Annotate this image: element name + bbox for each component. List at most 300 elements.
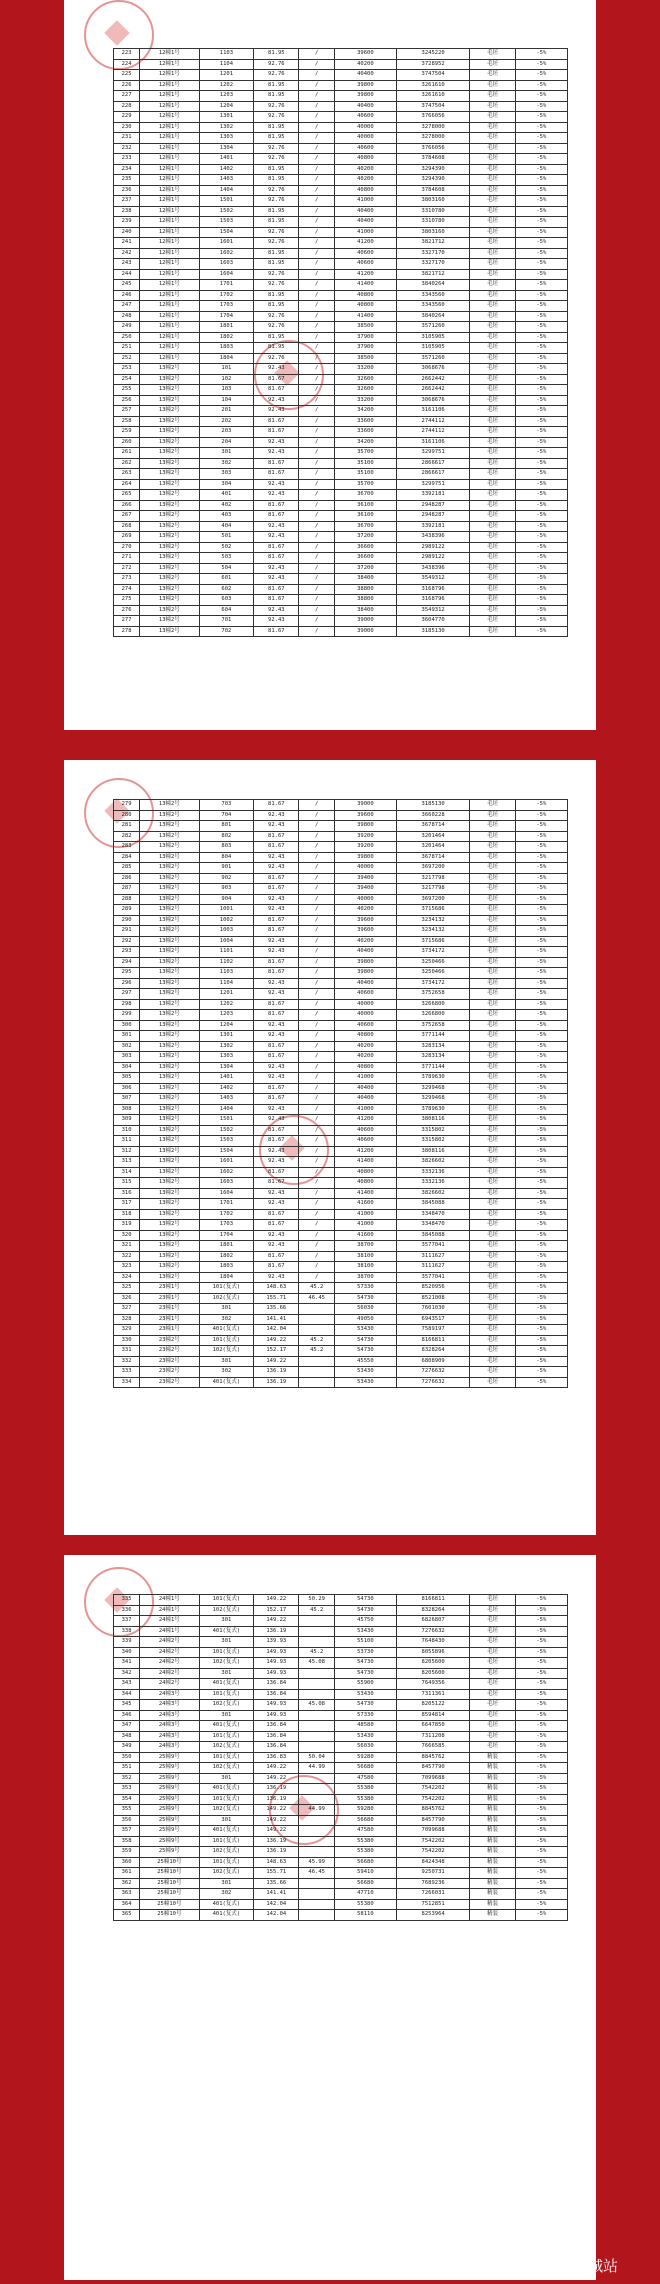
table-cell: 13幢2号 xyxy=(140,1010,199,1021)
table-cell: 299 xyxy=(114,1010,140,1021)
table-cell: 81.95 xyxy=(254,175,299,186)
table-cell: 精装 xyxy=(470,1784,515,1795)
table-cell: -5% xyxy=(515,217,567,228)
table-cell: 801 xyxy=(199,821,254,832)
table-cell: 3392181 xyxy=(396,521,470,532)
table-row xyxy=(114,385,568,396)
table-row xyxy=(114,332,568,343)
table-cell: -5% xyxy=(515,437,567,448)
table-cell: 1804 xyxy=(199,353,254,364)
table-cell: -5% xyxy=(515,500,567,511)
table-cell: -5% xyxy=(515,385,567,396)
table-cell: 8457790 xyxy=(396,1815,470,1826)
table-row xyxy=(114,1637,568,1648)
table-cell: 毛坯 xyxy=(470,1262,515,1273)
table-row xyxy=(114,1784,568,1795)
table-cell: 40000 xyxy=(335,133,397,144)
table-cell: 41200 xyxy=(335,1146,397,1157)
table-cell: 毛坯 xyxy=(470,112,515,123)
table-cell: 毛坯 xyxy=(470,1700,515,1711)
table-cell: 40200 xyxy=(335,175,397,186)
table-cell xyxy=(299,1742,335,1753)
table-cell: 81.67 xyxy=(254,1209,299,1220)
table-cell: 毛坯 xyxy=(470,196,515,207)
table-cell: 3840264 xyxy=(396,280,470,291)
table-cell: 毛坯 xyxy=(470,80,515,91)
table-cell: 1202 xyxy=(199,80,254,91)
table-cell: 402 xyxy=(199,500,254,511)
table-cell: 3789630 xyxy=(396,1073,470,1084)
table-cell: 102(复式) xyxy=(199,1293,254,1304)
table-cell: 92.76 xyxy=(254,238,299,249)
table-cell: -5% xyxy=(515,1325,567,1336)
table-cell: 303 xyxy=(114,1052,140,1063)
table-row xyxy=(114,1878,568,1889)
table-cell: 142.04 xyxy=(254,1899,299,1910)
table-cell: 24幢1号 xyxy=(140,1616,199,1627)
table-cell: 1804 xyxy=(199,1272,254,1283)
table-row xyxy=(114,1742,568,1753)
table-cell: 毛坯 xyxy=(470,1377,515,1388)
table-cell: / xyxy=(299,511,335,522)
table-cell: -5% xyxy=(515,842,567,853)
table-cell: 12幢1号 xyxy=(140,301,199,312)
table-cell: 81.67 xyxy=(254,1010,299,1021)
table-cell: 92.76 xyxy=(254,269,299,280)
table-cell: 149.93 xyxy=(254,1658,299,1669)
table-cell: 毛坯 xyxy=(470,1241,515,1252)
table-cell: 9250731 xyxy=(396,1868,470,1879)
table-cell: -5% xyxy=(515,1167,567,1178)
table-cell: 41400 xyxy=(335,311,397,322)
table-cell: 50.29 xyxy=(299,1595,335,1606)
table-cell: 3294390 xyxy=(396,175,470,186)
table-cell: 81.95 xyxy=(254,133,299,144)
table-cell: 262 xyxy=(114,458,140,469)
table-cell: 3111627 xyxy=(396,1262,470,1273)
table-cell: 149.22 xyxy=(254,1616,299,1627)
table-row xyxy=(114,59,568,70)
table-row xyxy=(114,1083,568,1094)
table-cell: / xyxy=(299,894,335,905)
table-row xyxy=(114,1367,568,1378)
table-cell: -5% xyxy=(515,1031,567,1042)
table-cell: 330 xyxy=(114,1335,140,1346)
table-cell: 毛坯 xyxy=(470,332,515,343)
table-cell: / xyxy=(299,926,335,937)
table-cell: 2989122 xyxy=(396,553,470,564)
table-cell: -5% xyxy=(515,1356,567,1367)
table-cell: 338 xyxy=(114,1626,140,1637)
table-cell xyxy=(299,1377,335,1388)
table-cell: 2948287 xyxy=(396,511,470,522)
table-cell: 毛坯 xyxy=(470,532,515,543)
table-cell: 3217798 xyxy=(396,873,470,884)
table-row xyxy=(114,290,568,301)
table-cell: 702 xyxy=(199,626,254,637)
table-cell: -5% xyxy=(515,343,567,354)
table-cell: 毛坯 xyxy=(470,894,515,905)
table-row xyxy=(114,322,568,333)
table-cell: 3310780 xyxy=(396,217,470,228)
table-row xyxy=(114,1668,568,1679)
table-row xyxy=(114,164,568,175)
table-cell: 92.43 xyxy=(254,1188,299,1199)
table-cell: 毛坯 xyxy=(470,1220,515,1231)
table-cell: 34200 xyxy=(335,406,397,417)
table-cell: 203 xyxy=(199,427,254,438)
table-cell: 12幢1号 xyxy=(140,49,199,60)
table-cell: 毛坯 xyxy=(470,1710,515,1721)
table-cell: 101(复式) xyxy=(199,1836,254,1847)
table-cell: 348 xyxy=(114,1731,140,1742)
table-cell: 1604 xyxy=(199,1188,254,1199)
table-cell: 81.95 xyxy=(254,217,299,228)
table-cell: 34200 xyxy=(335,437,397,448)
table-cell: 320 xyxy=(114,1230,140,1241)
table-cell: 7276632 xyxy=(396,1367,470,1378)
table-cell: / xyxy=(299,364,335,375)
table-cell: 毛坯 xyxy=(470,101,515,112)
table-cell: -5% xyxy=(515,978,567,989)
table-cell: 704 xyxy=(199,810,254,821)
table-row xyxy=(114,521,568,532)
table-cell: 13幢2号 xyxy=(140,532,199,543)
table-cell: 13幢2号 xyxy=(140,479,199,490)
table-cell: -5% xyxy=(515,1637,567,1648)
table-cell: 3784608 xyxy=(396,185,470,196)
table-cell: -5% xyxy=(515,1805,567,1816)
table-cell: -5% xyxy=(515,1878,567,1889)
table-cell: 3808116 xyxy=(396,1146,470,1157)
table-cell: 13幢2号 xyxy=(140,1020,199,1031)
table-cell: / xyxy=(299,185,335,196)
table-cell: 343 xyxy=(114,1679,140,1690)
table-cell: 802 xyxy=(199,831,254,842)
table-cell: 12幢1号 xyxy=(140,154,199,165)
table-cell: -5% xyxy=(515,894,567,905)
table-cell: -5% xyxy=(515,1304,567,1315)
table-cell: 12幢1号 xyxy=(140,280,199,291)
table-row xyxy=(114,91,568,102)
table-cell: / xyxy=(299,1104,335,1115)
table-cell: 101 xyxy=(199,364,254,375)
table-cell: 40800 xyxy=(335,185,397,196)
table-cell: 81.95 xyxy=(254,49,299,60)
document-page-3 xyxy=(64,1555,596,2280)
table-cell: 1702 xyxy=(199,1209,254,1220)
table-cell: 55380 xyxy=(335,1784,397,1795)
table-cell: -5% xyxy=(515,248,567,259)
table-cell: 3549312 xyxy=(396,605,470,616)
table-cell: 8328264 xyxy=(396,1605,470,1616)
table-cell: 41200 xyxy=(335,1115,397,1126)
table-cell: 13幢2号 xyxy=(140,490,199,501)
table-cell: 24幢2号 xyxy=(140,1647,199,1658)
table-cell: 2866617 xyxy=(396,469,470,480)
table-cell: 92.43 xyxy=(254,1062,299,1073)
table-cell: 7542202 xyxy=(396,1836,470,1847)
table-row xyxy=(114,185,568,196)
table-cell: -5% xyxy=(515,280,567,291)
table-cell: 257 xyxy=(114,406,140,417)
table-row xyxy=(114,154,568,165)
table-cell: 40400 xyxy=(335,206,397,217)
table-cell: 24幢3号 xyxy=(140,1742,199,1753)
table-cell: 305 xyxy=(114,1073,140,1084)
table-cell: 270 xyxy=(114,542,140,553)
table-cell: 314 xyxy=(114,1167,140,1178)
table-cell: 239 xyxy=(114,217,140,228)
table-cell: 40600 xyxy=(335,259,397,270)
table-cell: 81.95 xyxy=(254,248,299,259)
table-cell: -5% xyxy=(515,1262,567,1273)
table-cell: / xyxy=(299,70,335,81)
table-cell: 271 xyxy=(114,553,140,564)
table-cell: 249 xyxy=(114,322,140,333)
table-cell: -5% xyxy=(515,91,567,102)
table-row xyxy=(114,605,568,616)
table-row xyxy=(114,1731,568,1742)
table-cell: / xyxy=(299,175,335,186)
table-cell: 3808116 xyxy=(396,1115,470,1126)
table-cell: 57330 xyxy=(335,1710,397,1721)
table-row xyxy=(114,947,568,958)
table-cell: 92.43 xyxy=(254,532,299,543)
table-cell: 毛坯 xyxy=(470,595,515,606)
table-cell: 55380 xyxy=(335,1899,397,1910)
table-cell: 92.43 xyxy=(254,437,299,448)
table-cell: -5% xyxy=(515,926,567,937)
table-cell: 344 xyxy=(114,1689,140,1700)
table-cell: 25幢10号 xyxy=(140,1899,199,1910)
table-row xyxy=(114,343,568,354)
table-cell: 401(复式) xyxy=(199,1626,254,1637)
table-row xyxy=(114,978,568,989)
table-cell: 273 xyxy=(114,574,140,585)
table-cell: / xyxy=(299,915,335,926)
table-cell xyxy=(299,1847,335,1858)
table-cell: 92.43 xyxy=(254,1230,299,1241)
table-row xyxy=(114,616,568,627)
table-cell: -5% xyxy=(515,1293,567,1304)
table-cell: 3343560 xyxy=(396,301,470,312)
table-cell: 313 xyxy=(114,1157,140,1168)
table-cell: 92.43 xyxy=(254,605,299,616)
table-cell: -5% xyxy=(515,542,567,553)
table-cell: 302 xyxy=(114,1041,140,1052)
table-row xyxy=(114,175,568,186)
table-cell: / xyxy=(299,1241,335,1252)
table-row xyxy=(114,238,568,249)
table-cell: -5% xyxy=(515,1731,567,1742)
table-cell: 3266800 xyxy=(396,1010,470,1021)
table-cell: 401(复式) xyxy=(199,1325,254,1336)
table-row xyxy=(114,80,568,91)
table-cell: 339 xyxy=(114,1637,140,1648)
table-cell: 245 xyxy=(114,280,140,291)
table-cell: -5% xyxy=(515,1188,567,1199)
table-row xyxy=(114,1595,568,1606)
table-cell: -5% xyxy=(515,1857,567,1868)
table-cell: 毛坯 xyxy=(470,1595,515,1606)
table-cell: 1402 xyxy=(199,164,254,175)
table-cell: 12幢1号 xyxy=(140,322,199,333)
table-cell: 81.95 xyxy=(254,301,299,312)
table-cell: 12幢1号 xyxy=(140,143,199,154)
table-cell: 毛坯 xyxy=(470,1209,515,1220)
table-cell: 24幢1号 xyxy=(140,1595,199,1606)
table-cell: / xyxy=(299,553,335,564)
table-cell: 250 xyxy=(114,332,140,343)
table-cell: 13幢2号 xyxy=(140,448,199,459)
table-cell: 3299751 xyxy=(396,479,470,490)
table-cell: 281 xyxy=(114,821,140,832)
table-row xyxy=(114,1115,568,1126)
table-cell: 6943517 xyxy=(396,1314,470,1325)
table-cell: -5% xyxy=(515,1826,567,1837)
table-cell: 92.43 xyxy=(254,810,299,821)
table-cell: 7601030 xyxy=(396,1304,470,1315)
table-row xyxy=(114,1241,568,1252)
table-cell: -5% xyxy=(515,1062,567,1073)
table-cell: 294 xyxy=(114,957,140,968)
table-cell: 13幢2号 xyxy=(140,1262,199,1273)
table-row xyxy=(114,905,568,916)
table-cell: / xyxy=(299,59,335,70)
table-cell: 274 xyxy=(114,584,140,595)
table-cell: -5% xyxy=(515,936,567,947)
table-cell: 3111627 xyxy=(396,1251,470,1262)
table-cell: / xyxy=(299,1262,335,1273)
table-cell: 13幢2号 xyxy=(140,947,199,958)
table-cell: 3577041 xyxy=(396,1272,470,1283)
table-cell: / xyxy=(299,1094,335,1105)
table-cell: 276 xyxy=(114,605,140,616)
table-cell: 3392181 xyxy=(396,490,470,501)
table-cell: 3771144 xyxy=(396,1031,470,1042)
table-cell: 149.22 xyxy=(254,1805,299,1816)
table-cell: 7648430 xyxy=(396,1637,470,1648)
table-cell: 81.67 xyxy=(254,427,299,438)
table-cell: 毛坯 xyxy=(470,626,515,637)
table-cell: 毛坯 xyxy=(470,1094,515,1105)
table-cell: -5% xyxy=(515,70,567,81)
table-cell: 毛坯 xyxy=(470,322,515,333)
table-cell: 13幢2号 xyxy=(140,810,199,821)
table-cell: 44.99 xyxy=(299,1763,335,1774)
table-cell: / xyxy=(299,343,335,354)
table-cell: 精装 xyxy=(470,1763,515,1774)
table-cell: 81.67 xyxy=(254,842,299,853)
table-cell: 13幢2号 xyxy=(140,416,199,427)
table-cell: 1002 xyxy=(199,915,254,926)
table-cell: 347 xyxy=(114,1721,140,1732)
table-cell: 1502 xyxy=(199,206,254,217)
table-cell: 12幢1号 xyxy=(140,133,199,144)
table-cell: 3348470 xyxy=(396,1209,470,1220)
table-cell: 258 xyxy=(114,416,140,427)
table-cell: 1204 xyxy=(199,101,254,112)
table-cell: 3549312 xyxy=(396,574,470,585)
table-cell: 92.76 xyxy=(254,227,299,238)
table-cell: / xyxy=(299,978,335,989)
table-cell: -5% xyxy=(515,616,567,627)
table-cell: 1004 xyxy=(199,936,254,947)
table-cell: 231 xyxy=(114,133,140,144)
table-cell: 41000 xyxy=(335,1104,397,1115)
table-cell: 13幢2号 xyxy=(140,1241,199,1252)
table-cell: / xyxy=(299,1125,335,1136)
table-cell: / xyxy=(299,353,335,364)
table-cell: / xyxy=(299,884,335,895)
table-cell: 32600 xyxy=(335,385,397,396)
table-cell: 57330 xyxy=(335,1283,397,1294)
table-cell: 40600 xyxy=(335,1020,397,1031)
table-cell: -5% xyxy=(515,1721,567,1732)
table-cell: 1401 xyxy=(199,1073,254,1084)
table-cell: 92.76 xyxy=(254,112,299,123)
table-cell: 45.2 xyxy=(299,1283,335,1294)
table-cell: 266 xyxy=(114,500,140,511)
table-cell: -5% xyxy=(515,259,567,270)
table-cell: 13幢2号 xyxy=(140,1073,199,1084)
table-cell: 155.71 xyxy=(254,1868,299,1879)
table-row xyxy=(114,70,568,81)
table-cell: 3803160 xyxy=(396,196,470,207)
table-cell: 毛坯 xyxy=(470,227,515,238)
table-row xyxy=(114,1136,568,1147)
table-cell: -5% xyxy=(515,1010,567,1021)
table-row xyxy=(114,1721,568,1732)
table-cell: / xyxy=(299,154,335,165)
table-cell: -5% xyxy=(515,989,567,1000)
table-cell: 101(复式) xyxy=(199,1335,254,1346)
table-row xyxy=(114,595,568,606)
table-cell: 13幢2号 xyxy=(140,1209,199,1220)
table-cell: 12幢1号 xyxy=(140,196,199,207)
table-cell: / xyxy=(299,595,335,606)
table-cell: 401(复式) xyxy=(199,1826,254,1837)
table-cell: -5% xyxy=(515,1794,567,1805)
table-cell: 44.99 xyxy=(299,1805,335,1816)
table-cell: 25幢9号 xyxy=(140,1773,199,1784)
table-cell: -5% xyxy=(515,873,567,884)
table-cell: 92.43 xyxy=(254,574,299,585)
table-cell: 103 xyxy=(199,385,254,396)
table-cell: 23幢1号 xyxy=(140,1304,199,1315)
table-cell: -5% xyxy=(515,1679,567,1690)
table-cell: -5% xyxy=(515,1377,567,1388)
table-cell: 307 xyxy=(114,1094,140,1105)
table-cell: 毛坯 xyxy=(470,1125,515,1136)
table-cell: 毛坯 xyxy=(470,1346,515,1357)
table-cell: 81.67 xyxy=(254,884,299,895)
table-cell xyxy=(299,1668,335,1679)
table-cell: 92.43 xyxy=(254,989,299,1000)
table-cell: 毛坯 xyxy=(470,49,515,60)
table-cell: 25幢9号 xyxy=(140,1826,199,1837)
table-cell: 33600 xyxy=(335,427,397,438)
table-cell: / xyxy=(299,821,335,832)
table-cell: 25幢10号 xyxy=(140,1910,199,1921)
table-cell: 毛坯 xyxy=(470,821,515,832)
table-cell: 401(复式) xyxy=(199,1679,254,1690)
table-cell: / xyxy=(299,1041,335,1052)
table-cell: -5% xyxy=(515,1073,567,1084)
table-cell: -5% xyxy=(515,353,567,364)
table-cell: 92.76 xyxy=(254,322,299,333)
